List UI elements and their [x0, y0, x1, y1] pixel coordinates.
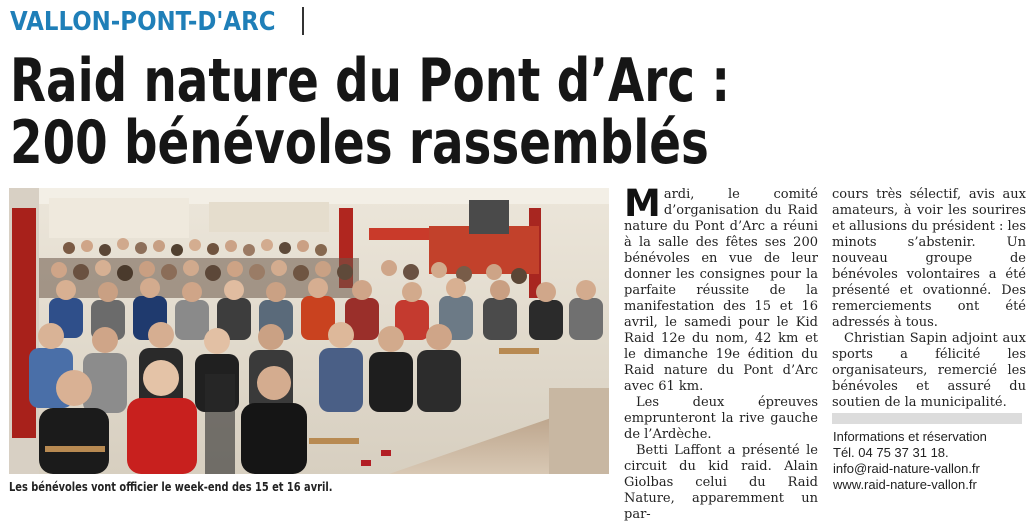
photo-caption: Les bénévoles vont officier le week-end des 15 et 16 avril. [9, 480, 333, 494]
headline-line-1: Raid nature du Pont d’Arc : [10, 46, 731, 116]
info-email: info@raid-nature-vallon.fr [833, 461, 980, 476]
paragraph: Christian Sapin adjoint aux sports a félicité les organisateurs, remercié les bénévoles et assuré du soutien de la municipalité. [832, 331, 1026, 410]
article-photo [9, 188, 609, 474]
kicker-divider [302, 7, 304, 35]
info-phone: Tél. 04 75 37 31 18. [833, 445, 949, 460]
drop-cap: M [624, 182, 661, 225]
paragraph: Les deux épreuves emprunteront la rive gauche de l’Ardèche. [624, 395, 818, 442]
section-kicker: VALLON-PONT-D'ARC [10, 7, 276, 37]
paragraph-text: ardi, le comité d’organisation du Raid nature du Pont d’Arc a réuni à la salle des fêtes ses 200 bénévoles en vue de leur donner les consignes pour la parfaite réussite de la manifestation des 15 et 16 avril, le samedi pour le Kid Raid 12e du nom, 42 km et le dimanche 19e édition du Raid nature du Pont d’Arc avec 61 km. [624, 187, 818, 394]
paragraph: cours très sélectif, avis aux amateurs, à voir les sourires et allusions du président : les minots s’abstenir. Un nouveau groupe de bénévoles volontaires a été présenté et ovationné. Des remerciements ont été adressés à tous. [832, 187, 1026, 330]
paragraph: Betti Laffont a présenté le circuit du kid raid. Alain Giolbas celui du Raid Nature, apparemment un par- [624, 443, 818, 522]
headline-line-2: 200 bénévoles rassemblés [10, 108, 709, 178]
article-column-2 [832, 187, 1026, 411]
info-website: www.raid-nature-vallon.fr [833, 477, 977, 492]
article-column-1 [624, 182, 818, 523]
meeting-photo [9, 188, 609, 474]
info-box-bar [832, 413, 1022, 424]
info-title: Informations et réservation [833, 429, 987, 444]
paragraph [624, 182, 818, 395]
headline [10, 46, 868, 178]
info-box [833, 429, 987, 493]
